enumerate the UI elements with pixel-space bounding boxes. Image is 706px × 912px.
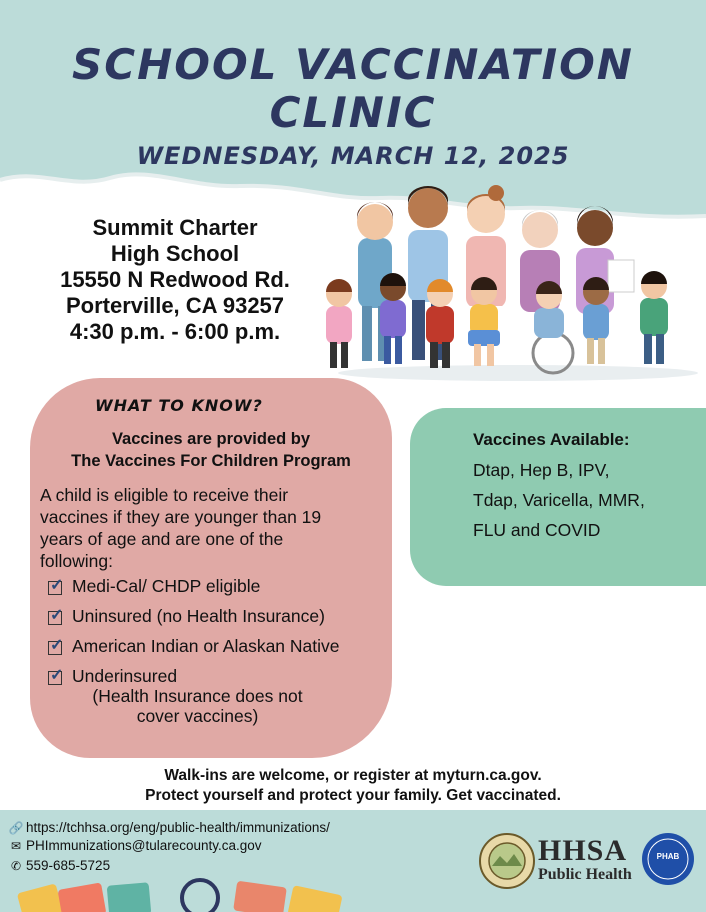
- url-text[interactable]: https://tchhsa.org/eng/public-health/immunizations/: [26, 820, 330, 835]
- phone-icon: ✆: [10, 858, 22, 873]
- checkbox-icon: ✓: [50, 577, 64, 594]
- child-figure: [326, 279, 352, 368]
- checkbox-icon: ✓: [50, 667, 64, 684]
- underinsured-note: [75, 686, 320, 726]
- eligibility-text: [40, 484, 385, 572]
- program-line: The Vaccines For Children Program: [71, 452, 351, 470]
- location-block: [30, 215, 320, 345]
- eligibility-line: years of age and are one of the: [40, 529, 284, 549]
- checklist-label: American Indian or Alaskan Native: [72, 636, 340, 656]
- families-illustration: [318, 178, 704, 383]
- note-line: (Health Insurance does not: [92, 686, 303, 706]
- checklist-item: [48, 606, 393, 636]
- walkin-line: Walk-ins are welcome, or register at myturn.ca.gov.: [164, 767, 542, 784]
- location-line: Summit Charter: [92, 215, 258, 240]
- eligibility-line: following:: [40, 551, 113, 571]
- vaccine-list-line: Dtap, Hep B, IPV,: [473, 460, 610, 480]
- eligibility-line: vaccines if they are younger than 19: [40, 507, 322, 527]
- location-line: Porterville, CA 93257: [65, 293, 285, 318]
- child-figure: [640, 271, 668, 364]
- email-text[interactable]: PHImmunizations@tularecounty.ca.gov: [26, 838, 262, 853]
- program-text: [30, 428, 392, 472]
- vaccines-available-heading: Vaccines Available:: [473, 430, 630, 449]
- county-seal-icon: [478, 832, 536, 890]
- program-line: Vaccines are provided by: [111, 430, 311, 448]
- mail-icon: ✉: [10, 838, 22, 853]
- checklist-label: Uninsured (no Health Insurance): [72, 606, 325, 626]
- checklist-item: [48, 576, 393, 606]
- phone-text[interactable]: 559-685-5725: [26, 858, 111, 873]
- event-date: WEDNESDAY, MARCH 12, 2025: [136, 142, 570, 170]
- child-in-wheelchair: [533, 281, 573, 373]
- location-line: 15550 N Redwood Rd.: [60, 267, 290, 292]
- walkin-line: Protect yourself and protect your family. Get vaccinated.: [145, 787, 561, 804]
- contact-email[interactable]: [8, 838, 262, 853]
- page-title-line2: CLINIC: [269, 88, 437, 137]
- note-line: cover vaccines): [136, 706, 259, 726]
- child-figure: [583, 277, 609, 364]
- vaccine-list-line: Tdap, Varicella, MMR,: [473, 490, 645, 510]
- what-to-know-heading: WHAT TO KNOW?: [95, 396, 263, 415]
- checklist-item: [48, 636, 393, 666]
- location-line: High School: [110, 241, 240, 266]
- contact-url[interactable]: [8, 820, 330, 835]
- vaccine-list-line: FLU and COVID: [473, 520, 601, 540]
- public-health-label: Public Health: [538, 866, 632, 883]
- eligibility-checklist: [48, 576, 393, 696]
- checklist-label: Underinsured: [72, 666, 178, 686]
- checkbox-icon: ✓: [50, 637, 64, 654]
- hhsa-logo: HHSA: [538, 834, 628, 867]
- location-line: 4:30 p.m. - 6:00 p.m.: [69, 319, 281, 344]
- school-supplies-illustration: [0, 868, 380, 912]
- eligibility-line: A child is eligible to receive their: [40, 485, 289, 505]
- checklist-label: Medi-Cal/ CHDP eligible: [72, 576, 261, 596]
- link-icon: 🔗: [8, 820, 24, 835]
- checkbox-icon: ✓: [50, 607, 64, 624]
- phab-label: PHAB: [656, 852, 680, 861]
- page-title-line1: SCHOOL VACCINATION: [72, 40, 634, 89]
- walkin-message: [0, 766, 706, 806]
